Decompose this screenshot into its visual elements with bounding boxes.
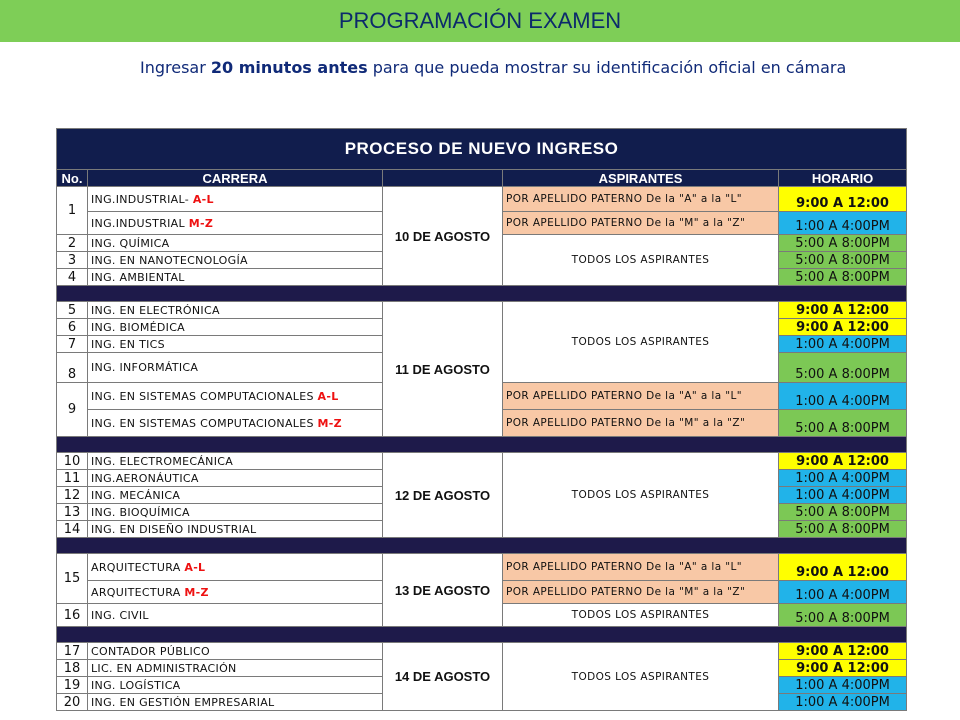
schedule-cell: 9:00 A 12:00 (779, 302, 907, 319)
range-tag: A-L (317, 389, 339, 403)
career-cell: LIC. EN ADMINISTRACIÓN (88, 660, 383, 677)
col-header-fecha (383, 170, 503, 187)
career-cell: ING.INDUSTRIAL M-Z (88, 212, 383, 235)
career-cell: ING. EN ELECTRÓNICA (88, 302, 383, 319)
table-row (57, 187, 907, 212)
career-cell: ING. AMBIENTAL (88, 269, 383, 286)
aspirants-cell: TODOS LOS ASPIRANTES (503, 302, 779, 383)
career-cell: ING. MECÁNICA (88, 487, 383, 504)
exam-date: 10 DE AGOSTO (383, 187, 503, 286)
career-cell: ING. INFORMÁTICA (88, 353, 383, 383)
aspirants-cell: POR APELLIDO PATERNO De la "M" a la "Z" (503, 410, 779, 437)
schedule-table (56, 128, 907, 711)
row-number: 11 (57, 470, 88, 487)
group-separator (57, 538, 907, 554)
row-number: 5 (57, 302, 88, 319)
aspirants-cell: TODOS LOS ASPIRANTES (503, 235, 779, 286)
career-cell: ING. EN NANOTECNOLOGÍA (88, 252, 383, 269)
schedule-cell: 9:00 A 12:00 (779, 187, 907, 212)
schedule-cell: 5:00 A 8:00PM (779, 252, 907, 269)
row-number: 9 (57, 383, 88, 437)
row-number: 8 (57, 353, 88, 383)
row-number: 6 (57, 319, 88, 336)
aspirants-cell: POR APELLIDO PATERNO De la "A" a la "L" (503, 554, 779, 581)
schedule-cell: 9:00 A 12:00 (779, 554, 907, 581)
career-cell: CONTADOR PÚBLICO (88, 643, 383, 660)
aspirants-cell: POR APELLIDO PATERNO De la "A" a la "L" (503, 383, 779, 410)
schedule-cell: 9:00 A 12:00 (779, 453, 907, 470)
range-tag: A-L (192, 192, 214, 206)
col-header-aspirantes: ASPIRANTES (503, 170, 779, 187)
page-title-banner (0, 0, 960, 42)
career-cell: ING. EN DISEÑO INDUSTRIAL (88, 521, 383, 538)
table-row (57, 643, 907, 660)
table-row (57, 453, 907, 470)
schedule-cell: 5:00 A 8:00PM (779, 504, 907, 521)
career-cell: ING. EN SISTEMAS COMPUTACIONALES M-Z (88, 410, 383, 437)
schedule-cell: 9:00 A 12:00 (779, 643, 907, 660)
col-header-no: No. (57, 170, 88, 187)
instruction-post: para que pueda mostrar su identificación oficial en cámara (367, 58, 847, 77)
career-cell: ING. EN TICS (88, 336, 383, 353)
schedule-cell: 1:00 A 4:00PM (779, 336, 907, 353)
row-number: 12 (57, 487, 88, 504)
page-title: PROGRAMACIÓN EXAMEN (338, 8, 622, 33)
aspirants-cell: TODOS LOS ASPIRANTES (503, 604, 779, 627)
schedule-cell: 5:00 A 8:00PM (779, 410, 907, 437)
row-number: 13 (57, 504, 88, 521)
exam-date: 14 DE AGOSTO (383, 643, 503, 711)
row-number: 19 (57, 677, 88, 694)
row-number: 17 (57, 643, 88, 660)
career-cell: ING.AERONÁUTICA (88, 470, 383, 487)
exam-date: 12 DE AGOSTO (383, 453, 503, 538)
row-number: 1 (57, 187, 88, 235)
schedule-cell: 1:00 A 4:00PM (779, 677, 907, 694)
aspirants-cell: POR APELLIDO PATERNO De la "A" a la "L" (503, 187, 779, 212)
instruction-highlight: 20 minutos antes (210, 58, 368, 77)
career-cell: ING. LOGÍSTICA (88, 677, 383, 694)
schedule-cell: 9:00 A 12:00 (779, 319, 907, 336)
career-cell: ARQUITECTURA M-Z (88, 581, 383, 604)
schedule-cell: 1:00 A 4:00PM (779, 581, 907, 604)
group-separator (57, 437, 907, 453)
row-number: 20 (57, 694, 88, 711)
career-cell: ING.INDUSTRIAL- A-L (88, 187, 383, 212)
career-cell: ING. BIOMÉDICA (88, 319, 383, 336)
schedule-cell: 1:00 A 4:00PM (779, 212, 907, 235)
schedule-cell: 5:00 A 8:00PM (779, 235, 907, 252)
row-number: 4 (57, 269, 88, 286)
group-separator (57, 286, 907, 302)
row-number: 15 (57, 554, 88, 604)
table-row (57, 554, 907, 581)
row-number: 7 (57, 336, 88, 353)
schedule-cell: 1:00 A 4:00PM (779, 487, 907, 504)
schedule-cell: 5:00 A 8:00PM (779, 521, 907, 538)
schedule-cell: 1:00 A 4:00PM (779, 470, 907, 487)
range-tag: M-Z (188, 216, 214, 230)
schedule-cell: 1:00 A 4:00PM (779, 383, 907, 410)
range-tag: M-Z (317, 416, 342, 430)
aspirants-cell: POR APELLIDO PATERNO De la "M" a la "Z" (503, 212, 779, 235)
col-header-horario: HORARIO (779, 170, 907, 187)
instruction-pre: Ingresar (140, 58, 211, 77)
row-number: 3 (57, 252, 88, 269)
row-number: 10 (57, 453, 88, 470)
table-title: PROCESO DE NUEVO INGRESO (57, 129, 907, 170)
career-cell: ING. EN GESTIÓN EMPRESARIAL (88, 694, 383, 711)
range-tag: M-Z (184, 585, 209, 599)
row-number: 16 (57, 604, 88, 627)
row-number: 2 (57, 235, 88, 252)
career-cell: ARQUITECTURA A-L (88, 554, 383, 581)
row-number: 18 (57, 660, 88, 677)
col-header-carrera: CARRERA (88, 170, 383, 187)
instruction-text (140, 58, 940, 77)
schedule-cell: 5:00 A 8:00PM (779, 269, 907, 286)
career-cell: ING. CIVIL (88, 604, 383, 627)
career-cell: ING. EN SISTEMAS COMPUTACIONALES A-L (88, 383, 383, 410)
exam-date: 11 DE AGOSTO (383, 302, 503, 437)
schedule-cell: 5:00 A 8:00PM (779, 604, 907, 627)
exam-date: 13 DE AGOSTO (383, 554, 503, 627)
group-separator (57, 627, 907, 643)
row-number: 14 (57, 521, 88, 538)
table-row (57, 302, 907, 319)
schedule-cell: 9:00 A 12:00 (779, 660, 907, 677)
schedule-cell: 5:00 A 8:00PM (779, 353, 907, 383)
aspirants-cell: POR APELLIDO PATERNO De la "M" a la "Z" (503, 581, 779, 604)
career-cell: ING. BIOQUÍMICA (88, 504, 383, 521)
career-cell: ING. QUÍMICA (88, 235, 383, 252)
aspirants-cell: TODOS LOS ASPIRANTES (503, 453, 779, 538)
schedule-cell: 1:00 A 4:00PM (779, 694, 907, 711)
career-cell: ING. ELECTROMECÁNICA (88, 453, 383, 470)
range-tag: A-L (184, 560, 206, 574)
aspirants-cell: TODOS LOS ASPIRANTES (503, 643, 779, 711)
